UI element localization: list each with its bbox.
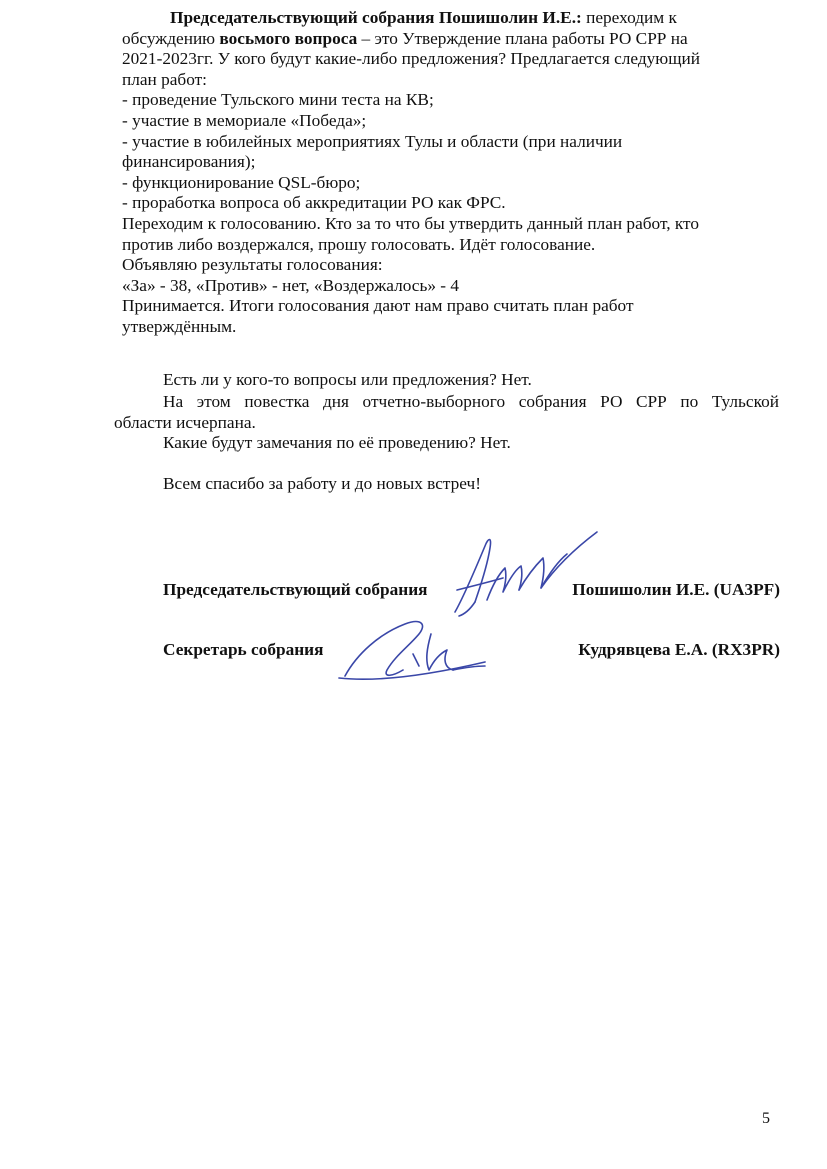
questions-line: Есть ли у кого-то вопросы или предложения? Нет. [163, 370, 532, 389]
vote-line: Переходим к голосованию. Кто за то что бы утвердить данный план работ, кто [122, 213, 699, 233]
item8-line4: план работ: [122, 69, 207, 89]
plan-item: - проведение Тульского мини теста на КВ; [122, 90, 434, 110]
vote-results: «За» - 38, «Против» - нет, «Воздержалось» - 4 [122, 275, 460, 295]
vote-line: против либо воздержался, прошу голосовать. Идёт голосование. [122, 234, 596, 254]
item8-line2: обсуждению восьмого вопроса – это Утверждение плана работы РО СРР на [122, 28, 688, 48]
plan-item: - функционирование QSL-бюро; [122, 172, 361, 192]
thanks-line: Всем спасибо за работу и до новых встреч! [163, 474, 481, 493]
remarks-line: Какие будут замечания по её проведению? Нет. [163, 433, 511, 452]
item8-section [122, 8, 782, 338]
vote-line: утверждённым. [122, 316, 237, 336]
eighth-question-label: восьмого вопроса [219, 28, 358, 48]
vote-line: Объявляю результаты голосования: [122, 255, 383, 275]
agenda-paragraph [114, 392, 779, 433]
plan-item: - участие в юбилейных мероприятиях Тулы и области (при наличии [122, 131, 623, 151]
vote-line: Принимается. Итоги голосования дают нам право считать план работ [122, 296, 634, 316]
item8-line1: Председательствующий собрания Пошишолин И.Е.: переходим к [170, 8, 677, 27]
chair-speaker-label: Председательствующий собрания Пошишолин И.Е.: [170, 8, 582, 27]
chair-role: Председательствующий собрания [163, 580, 428, 599]
secretary-name: Кудрявцева Е.А. (RX3PR) [578, 640, 780, 659]
item8-line3: 2021-2023гг. У кого будут какие-либо предложения? Предлагается следующий [122, 49, 701, 69]
chair-signature [445, 528, 605, 618]
secretary-role: Секретарь собрания [163, 640, 324, 659]
agenda-line1: На этом повестка дня отчетно-выборного собрания РО СРР по Тульской [163, 392, 779, 411]
secretary-signature [335, 614, 495, 686]
plan-item: финансирования); [122, 152, 256, 172]
agenda-line2: области исчерпана. [114, 412, 256, 432]
plan-item: - проработка вопроса об аккредитации РО как ФРС. [122, 193, 506, 213]
plan-item: - участие в мемориале «Победа»; [122, 110, 367, 130]
page-number: 5 [762, 1110, 770, 1127]
chair-name: Пошишолин И.Е. (UA3PF) [572, 580, 780, 599]
